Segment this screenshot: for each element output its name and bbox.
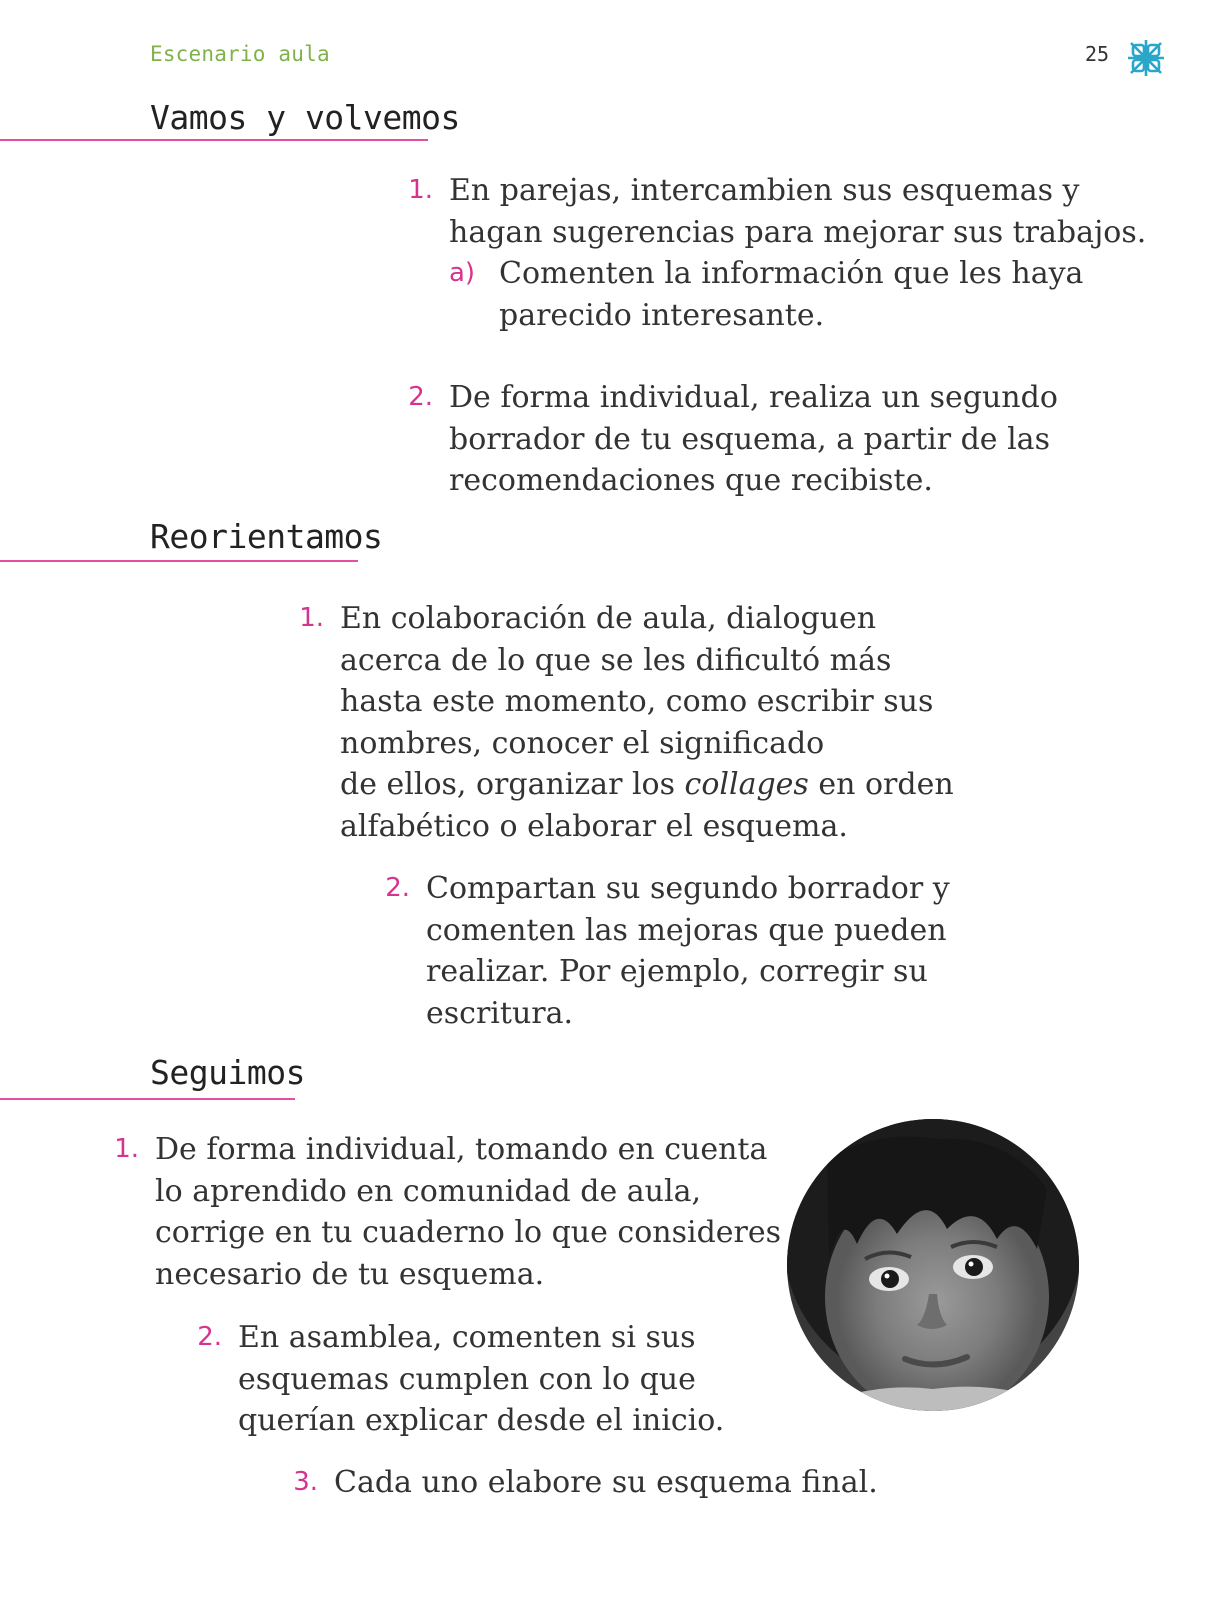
list-item — [449, 170, 1146, 253]
running-head: Escenario aula — [150, 42, 330, 66]
list-item-line: De forma individual, tomando en cuenta — [155, 1132, 768, 1167]
list-number: 3. — [293, 1467, 318, 1497]
list-item-line: realizar. Por ejemplo, corregir su — [426, 954, 928, 989]
section-title-reorientamos: Reorientamos — [150, 517, 383, 556]
sub-list-marker: a) — [449, 258, 476, 288]
line-text: de ellos, organizar los — [340, 767, 685, 802]
list-number: 2. — [385, 873, 410, 903]
list-item-line: comenten las mejoras que pueden — [426, 912, 947, 948]
section-rule — [0, 560, 358, 562]
italic-term: collages — [684, 767, 809, 802]
list-item-line: nombres, conocer el significado — [340, 725, 825, 761]
list-item-line: hasta este momento, como escribir sus — [340, 684, 934, 719]
list-item — [340, 598, 954, 847]
list-item-line: lo aprendido en comunidad de aula, — [155, 1173, 702, 1209]
list-item-line: querían explicar desde el inicio. — [238, 1403, 725, 1438]
section-rule — [0, 139, 428, 141]
sub-list-item — [499, 253, 1083, 336]
page-number: 25 — [1085, 42, 1110, 66]
list-number: 2. — [408, 382, 433, 412]
list-item-line — [340, 764, 954, 806]
list-item — [426, 868, 950, 1034]
list-item — [449, 377, 1058, 502]
list-item — [334, 1462, 878, 1504]
list-item-line: borrador de tu esquema, a partir de las — [449, 421, 1050, 457]
list-item-line: corrige en tu cuaderno lo que consideres — [155, 1215, 782, 1250]
section-title-seguimos: Seguimos — [150, 1053, 305, 1092]
list-item-line: alfabético o elaborar el esquema. — [340, 808, 848, 844]
list-number: 1. — [408, 175, 433, 205]
list-item-line: hagan sugerencias para mejorar sus trabajos. — [449, 214, 1147, 250]
list-item-line: Cada uno elabore su esquema final. — [334, 1465, 878, 1500]
list-item — [155, 1129, 781, 1295]
list-item-line: escritura. — [426, 995, 574, 1031]
list-number: 1. — [299, 603, 324, 633]
list-item-line: Comenten la información que les haya — [499, 256, 1084, 291]
section-title-vamos: Vamos y volvemos — [150, 98, 460, 137]
list-item — [238, 1317, 724, 1442]
list-item-line: esquemas cumplen con lo que — [238, 1361, 696, 1397]
list-item-line: De forma individual, realiza un segundo — [449, 380, 1058, 415]
list-item-line: En parejas, intercambien sus esquemas y — [449, 173, 1080, 208]
list-number: 1. — [114, 1134, 139, 1164]
list-number: 2. — [197, 1322, 222, 1352]
list-item-line: En asamblea, comenten si sus — [238, 1320, 696, 1355]
list-item-line: En colaboración de aula, dialoguen — [340, 601, 877, 636]
section-rule — [0, 1098, 295, 1100]
list-item-line: necesario de tu esquema. — [155, 1256, 545, 1292]
line-text: en orden — [808, 767, 954, 802]
teal-knot-icon — [1126, 38, 1166, 78]
list-item-line: acerca de lo que se les dificultó más — [340, 642, 892, 678]
list-item-line: recomendaciones que recibiste. — [449, 463, 933, 498]
child-portrait-photo — [787, 1119, 1079, 1411]
list-item-line: parecido interesante. — [499, 297, 825, 333]
list-item-line: Compartan su segundo borrador y — [426, 871, 950, 906]
